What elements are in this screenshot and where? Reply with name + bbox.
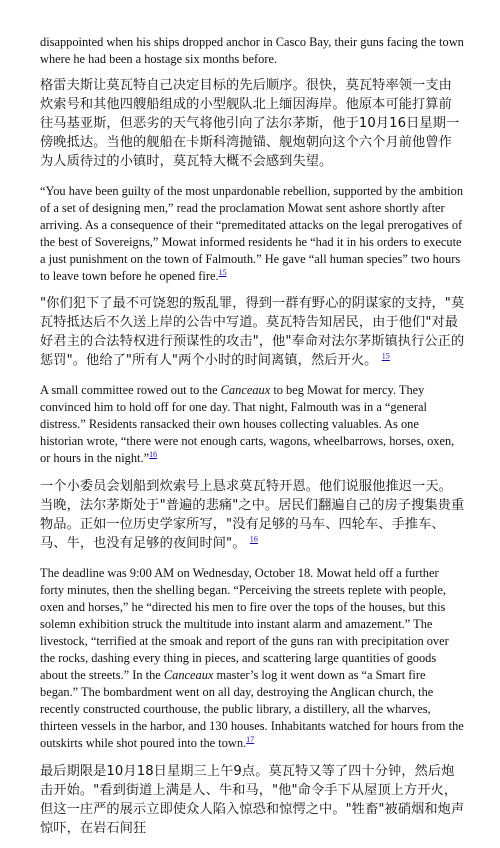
- paragraph-text: 最后期限是10月18日星期三上午9点。莫瓦特又等了四十分钟，然后炮击开始。"看到街道上满是人、牛和马，"他"命令手下从屋顶上方开火，但这一庄严的展示立即使众人陷入惊恐和惊愕之中。"牲畜"被硝烟和炮声惊吓，在岩石间狂: [40, 764, 465, 836]
- paragraph-text: The deadline was 9:00 AM on Wednesday, October 18. Mowat held off a further forty minutes, then the shelling began. “Perceiving the streets replete with people, oxen and horses,” he “directed his men to fire over the tops of the houses, but this solemn exhibition struck the multitude into instant alarm and amazement.” The livestock, “terrified at the smoak and report of the guns ran with precipitation over the rocks, dashing every thing in pieces, and scattering large quantities of goods about the streets.” In the: [40, 566, 449, 682]
- footnote-link[interactable]: 15: [218, 267, 227, 277]
- paragraph-text: “You have been guilty of the most unpardonable rebellion, supported by the ambition of a set of designing men,” read the proclamation Mowat sent ashore shortly after arriving. As a consequence of their “premeditated attacks on the legal prerogatives of the best of Sovereigns,” Mowat informed residents he “had it in his orders to execute a just punishment on the town of Falmouth.” He gave “all human species” two hours to leave town before he opened fire.: [40, 184, 464, 283]
- english-paragraph: [40, 565, 465, 752]
- ship-name: Canceaux: [220, 383, 271, 397]
- footnote-link[interactable]: 15: [381, 351, 390, 361]
- english-paragraph: [40, 382, 465, 467]
- paragraph-text: disappointed when his ships dropped anchor in Casco Bay, their guns facing the town where he had been a hostage six months before.: [40, 35, 464, 66]
- chinese-paragraph: [40, 76, 465, 171]
- paragraph-text: to beg Mowat for mercy. They convinced him to hold off for one day. That night, Falmouth was in a “general distress.” Residents ransacked their own houses collecting valuables. As one historian wrote, “there were not enough carts, wagons, wheelbarrows, horses, oxen, or hours in the night.”: [40, 383, 455, 465]
- paragraph-text: A small committee rowed out to the: [40, 383, 221, 397]
- english-paragraph: [40, 34, 465, 68]
- chinese-paragraph: [40, 762, 465, 838]
- footnote-link[interactable]: 17: [246, 734, 255, 744]
- paragraph-text: master’s log it went down as “a Smart fire began.” The bombardment went on all day, destroying the Anglican church, the recently constructed courthouse, the public library, a distillery, all the wharves, thirteen vessels in the harbor, and 130 houses. Inhabitants watched for hours from the outskirts while shot poured into the town.: [40, 668, 464, 750]
- chinese-paragraph: [40, 294, 465, 370]
- ship-name: Canceaux: [163, 668, 214, 682]
- english-paragraph: [40, 183, 465, 285]
- paragraph-text: 格雷夫斯让莫瓦特自己决定目标的先后顺序。很快，莫瓦特率领一支由炊索号和其他四艘船组成的小型舰队北上缅因海岸。他原本可能打算前往马基亚斯，但恶劣的天气将他引向了法尔茅斯，他于10月16日星期一傍晚抵达。当他的舰船在卡斯科湾抛锚、舰炮朝向这个六个月前他曾作为人质待过的小镇时，莫瓦特大概不会感到失望。: [40, 78, 460, 169]
- paragraph-text: 一个小委员会划船到炊索号上恳求莫瓦特开恩。他们说服他推迟一天。当晚，法尔茅斯处于"普遍的悲痛"之中。居民们翻遍自己的房子搜集贵重物品。正如一位历史学家所写，"没有足够的马车、四轮车、手推车、马、牛，也没有足够的夜间时间"。: [40, 479, 465, 551]
- document-body: [40, 0, 465, 848]
- footnote-link[interactable]: 16: [149, 449, 158, 459]
- chinese-paragraph: [40, 477, 465, 553]
- footnote-link[interactable]: 16: [249, 534, 258, 544]
- paragraph-text: "你们犯下了最不可饶恕的叛乱罪，得到一群有野心的阴谋家的支持，"莫瓦特抵达后不久送上岸的公告中写道。莫瓦特告知居民，由于他们"对最好君主的合法特权进行预谋性的攻击"，他"奉命对法尔茅斯镇执行公正的惩罚"。他给了"所有人"两个小时的时间离镇，然后开火。: [40, 296, 465, 368]
